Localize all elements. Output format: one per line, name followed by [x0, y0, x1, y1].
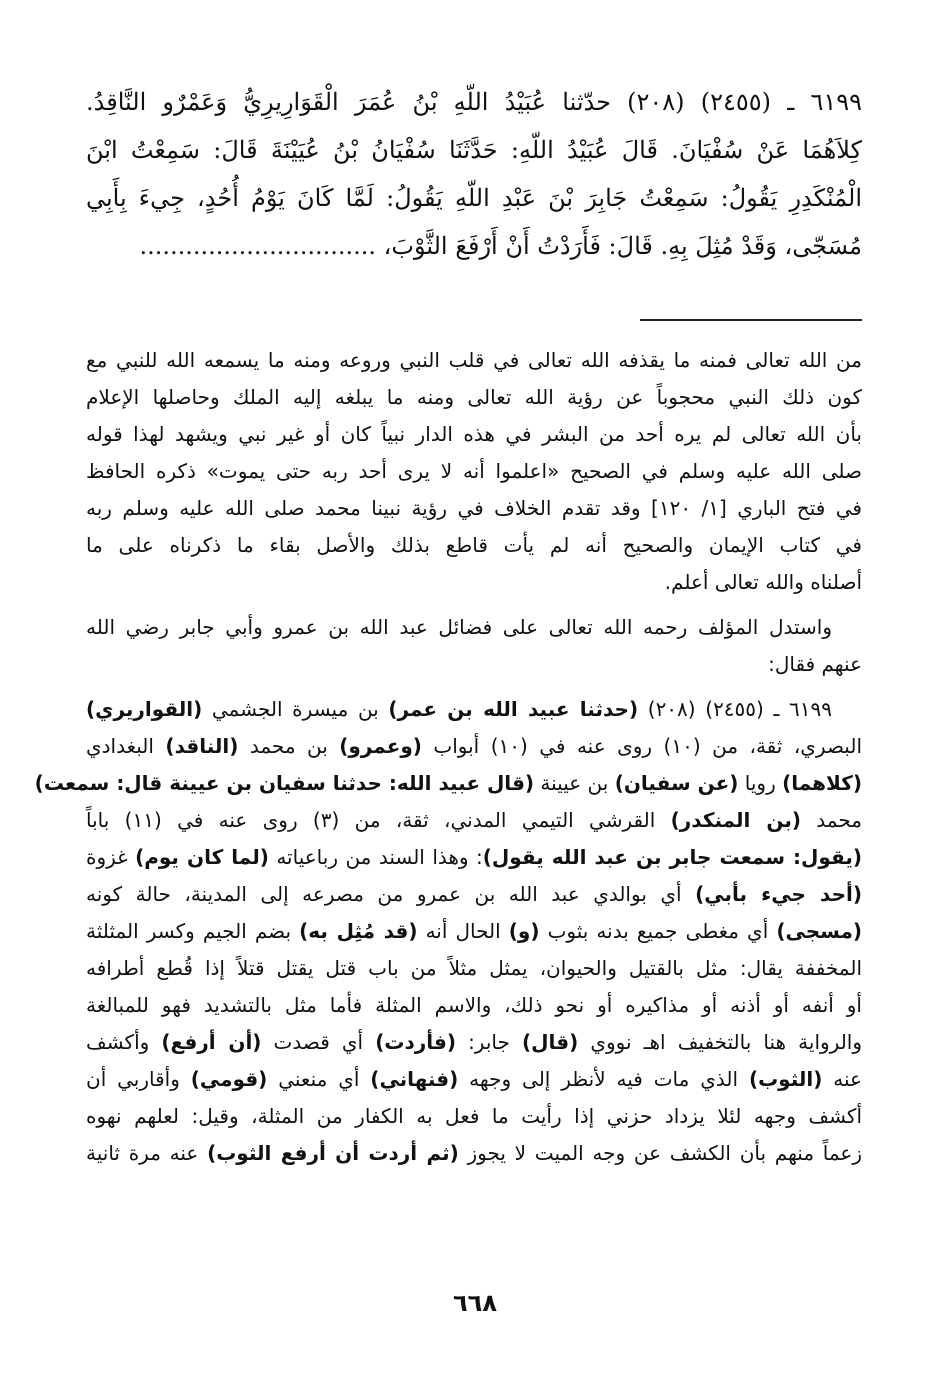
text-segment: أي قصدت [261, 1030, 376, 1054]
bold-segment: (قومي) [190, 1067, 268, 1091]
bold-segment: (قال عبيد الله: حدثنا سفيان بن عيينة قال: سمعت) [34, 771, 535, 795]
footnote-separator [640, 319, 862, 321]
text-segment: والرواية هنا بالتخفيف اهـ نووي [578, 1030, 863, 1054]
text-segment: القرشي التيمي المدني، ثقة، من (٣) روى عنه في (١١) باباً [86, 808, 671, 832]
commentary-line [86, 950, 862, 987]
commentary-line [86, 1024, 862, 1061]
commentary-text [34, 342, 863, 1172]
commentary-line [86, 913, 862, 950]
hadith-line [86, 222, 862, 270]
text-segment: عنه [822, 1067, 862, 1091]
bold-segment: (بن المنكدر) [670, 808, 801, 832]
bold-segment: (قد مُثِل به) [299, 919, 418, 943]
commentary-line [34, 765, 862, 802]
hadith-line-text: مُسَجّى، وَقَدْ مُثِلَ بِهِ. قَالَ: فَأَرَدْتُ أَنْ أَرْفَعَ الثَّوْبَ، [383, 232, 862, 260]
bold-segment: (و) [508, 919, 540, 943]
bold-segment: (أحد جيء بأبي) [695, 882, 862, 906]
bold-segment: (القواريري) [86, 697, 203, 721]
bold-segment: (لما كان يوم) [135, 845, 269, 869]
commentary-line [86, 839, 862, 876]
text-segment: بن محمد [238, 734, 340, 758]
text-segment: ٦١٩٩ ـ (٢٤٥٥) (٢٠٨) [638, 697, 832, 721]
commentary-line: في فتح الباري [١/ ١٢٠] وقد تقدم الخلاف في رؤية نبينا محمد صلى الله عليه وسلم ربه [86, 496, 862, 520]
commentary-line: في كتاب الإيمان والصحيح أنه لم يأت قاطع بذلك والأصل بقاء ما ذكرناه على ما [86, 533, 862, 557]
commentary-line [86, 802, 862, 839]
text-segment: : وهذا السند من رباعياته [268, 845, 483, 869]
text-segment: بضم الجيم وكسر المثلثة [86, 919, 300, 943]
text-segment: زعماً منهم بأن الكشف عن وجه الميت لا يجوز [458, 1141, 862, 1165]
bold-segment: (وعمرو) [339, 734, 422, 758]
text-segment: المخففة يقال: مثل بالقتيل والحيوان، يمثل مثلاً من باب قتل يقتل قتلاً إذا قُطع أطرافه [86, 956, 862, 980]
commentary-line: كون ذلك النبي محجوباً عن رؤية الله تعالى ومنه ما يبلغه إليه الملك وحاصلها الإعلام [86, 385, 862, 409]
text-segment: محمد [800, 808, 862, 832]
commentary-line: صلى الله عليه وسلم في الصحيح «اعلموا أنه لا يرى أحد ربه حتى يموت» ذكره الحافظ [86, 459, 862, 483]
bold-segment: (أن أرفع) [161, 1030, 262, 1054]
text-segment: الذي مات فيه لأنظر إلى وجهه [458, 1067, 749, 1091]
page-number: ٦٦٨ [453, 1289, 497, 1317]
bold-segment: (حدثنا عبيد الله بن عمر) [388, 697, 639, 721]
bold-segment: (فأردت) [375, 1030, 456, 1054]
hadith-line: ٦١٩٩ ـ (٢٤٥٥) (٢٠٨) حدّثنا عُبَيْدُ اللّهِ بْنُ عُمَرَ الْقَوَارِيرِيُّ وَعَمْرٌو النَّاقِدُ. [86, 88, 862, 116]
text-segment: وأكشف [86, 1030, 162, 1054]
text-segment: بن ميسرة الجشمي [202, 697, 389, 721]
bold-segment: (الثوب) [748, 1067, 823, 1091]
commentary-line [86, 1098, 862, 1135]
commentary-line: أصلناه والله تعالى أعلم. [664, 570, 862, 594]
hadith-text [86, 78, 862, 270]
hadith-line: الْمُنْكَدِرِ يَقُولُ: سَمِعْتُ جَابِرَ بْنَ عَبْدِ اللّهِ يَقُولُ: لَمَّا كَانَ يَوْمُ أُحُدٍ، جِيءَ بِأَبِي [86, 184, 863, 212]
commentary-line [86, 691, 862, 728]
commentary-line: واستدل المؤلف رحمه الله تعالى على فضائل عبد الله بن عمرو وأبي جابر رضي الله [86, 615, 832, 639]
hadith-continuation-dots: ............................... [139, 232, 376, 260]
text-segment: وأقاربي أن [86, 1067, 191, 1091]
commentary-line [86, 1061, 862, 1098]
commentary-line [86, 987, 862, 1024]
text-segment: البغدادي [86, 734, 166, 758]
commentary-paragraph [34, 691, 863, 1172]
bold-segment: (فنهاني) [370, 1067, 459, 1091]
text-segment: أي مغطى جميع بدنه بثوب [539, 919, 777, 943]
bold-segment: (يقول: سمعت جابر بن عبد الله يقول) [482, 845, 862, 869]
hadith-line: كِلاَهُمَا عَنْ سُفْيَانَ. قَالَ عُبَيْدُ اللّهِ: حَدَّثَنَا سُفْيَانُ بْنُ عُيَيْنَةَ قَالَ: سَمِعْتُ ابْنَ [86, 136, 862, 164]
commentary-line: بأن الله تعالى لم يره أحد من البشر في هذه الدار نبياً كان أو غير نبي ويشهد لهذا قوله [86, 422, 862, 446]
text-segment: أو أنفه أو أذنه أو مذاكيره أو نحو ذلك، والاسم المثلة فأما مثل بالتشديد فهو للمبالغة [86, 993, 862, 1017]
commentary-paragraph [86, 342, 862, 601]
commentary-line: من الله تعالى فمنه ما يقذفه الله تعالى في قلب النبي وروعه ومنه ما يسمعه الله للنبي مع [86, 348, 862, 372]
text-segment: بن عيينة [534, 771, 615, 795]
commentary-line [86, 1135, 862, 1172]
text-segment: غزوة [86, 845, 136, 869]
bold-segment: (عن سفيان) [614, 771, 739, 795]
text-segment: عنه مرة ثانية [86, 1141, 208, 1165]
bold-segment: (كلاهما) [782, 771, 862, 795]
commentary-paragraph [86, 609, 862, 683]
commentary-line: عنهم فقال: [768, 652, 862, 676]
bold-segment: (مسجى) [776, 919, 863, 943]
bold-segment: (قال) [521, 1030, 579, 1054]
text-segment: البصري، ثقة، من (١٠) روى عنه في (١٠) أبواب [421, 734, 862, 758]
text-segment: جابر: [455, 1030, 522, 1054]
text-segment: أي منعني [267, 1067, 371, 1091]
commentary-line [86, 728, 862, 765]
bold-segment: (ثم أردت أن أرفع الثوب) [207, 1141, 459, 1165]
bold-segment: (الناقد) [165, 734, 239, 758]
text-segment: أي بوالدي عبد الله بن عمرو من مصرعه إلى المدينة، حالة كونه [86, 882, 696, 906]
text-segment: رويا [738, 771, 783, 795]
text-segment: الحال أنه [417, 919, 509, 943]
commentary-line [86, 876, 862, 913]
text-segment: أكشف وجهه لئلا يزداد حزني إذا رأيت ما فعل به الكفار من المثلة، وقيل: لعلهم نهوه [86, 1104, 862, 1128]
